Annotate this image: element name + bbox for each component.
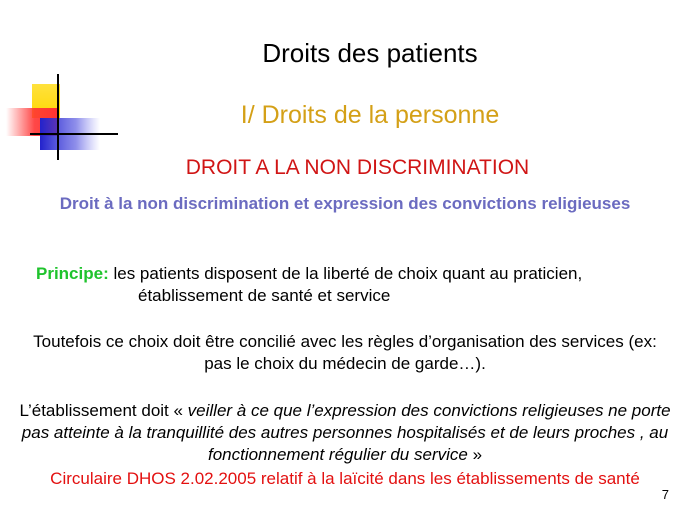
sub-heading: Droit à la non discrimination et expression des convictions religieuses [59,194,631,213]
section-heading: DROIT A LA NON DISCRIMINATION [185,156,530,179]
etablissement-paragraph [14,400,676,466]
principe-text-line-1: les patients disposent de la liberté de choix quant au praticien, [108,264,583,283]
circulaire-reference: Circulaire DHOS 2.02.2005 relatif à la laïcité dans les établissements de santé [50,469,640,488]
toutefois-paragraph: Toutefois ce choix doit être concilié avec les règles d’organisation des services (ex: pas le choix du médecin de garde…). [33,332,657,373]
etablissement-quote: veiller à ce que l’expression des convictions religieuses ne porte pas atteinte à la tranquillité des autres personnes hospitalisés et de leurs proches , au fonctionnement régulier du service [21,401,671,464]
principe-line-1 [36,263,582,285]
etablissement-closing: » [467,445,483,464]
slide-subtitle: I/ Droits de la personne [240,101,500,129]
etablissement-intro: L’établissement doit « [19,401,188,420]
page-number: 7 [661,487,669,502]
principe-line-2: établissement de santé et service [138,286,391,305]
principe-label: Principe: [36,264,109,283]
slide-title: Droits des patients [262,38,478,68]
decorative-shapes [0,0,120,170]
